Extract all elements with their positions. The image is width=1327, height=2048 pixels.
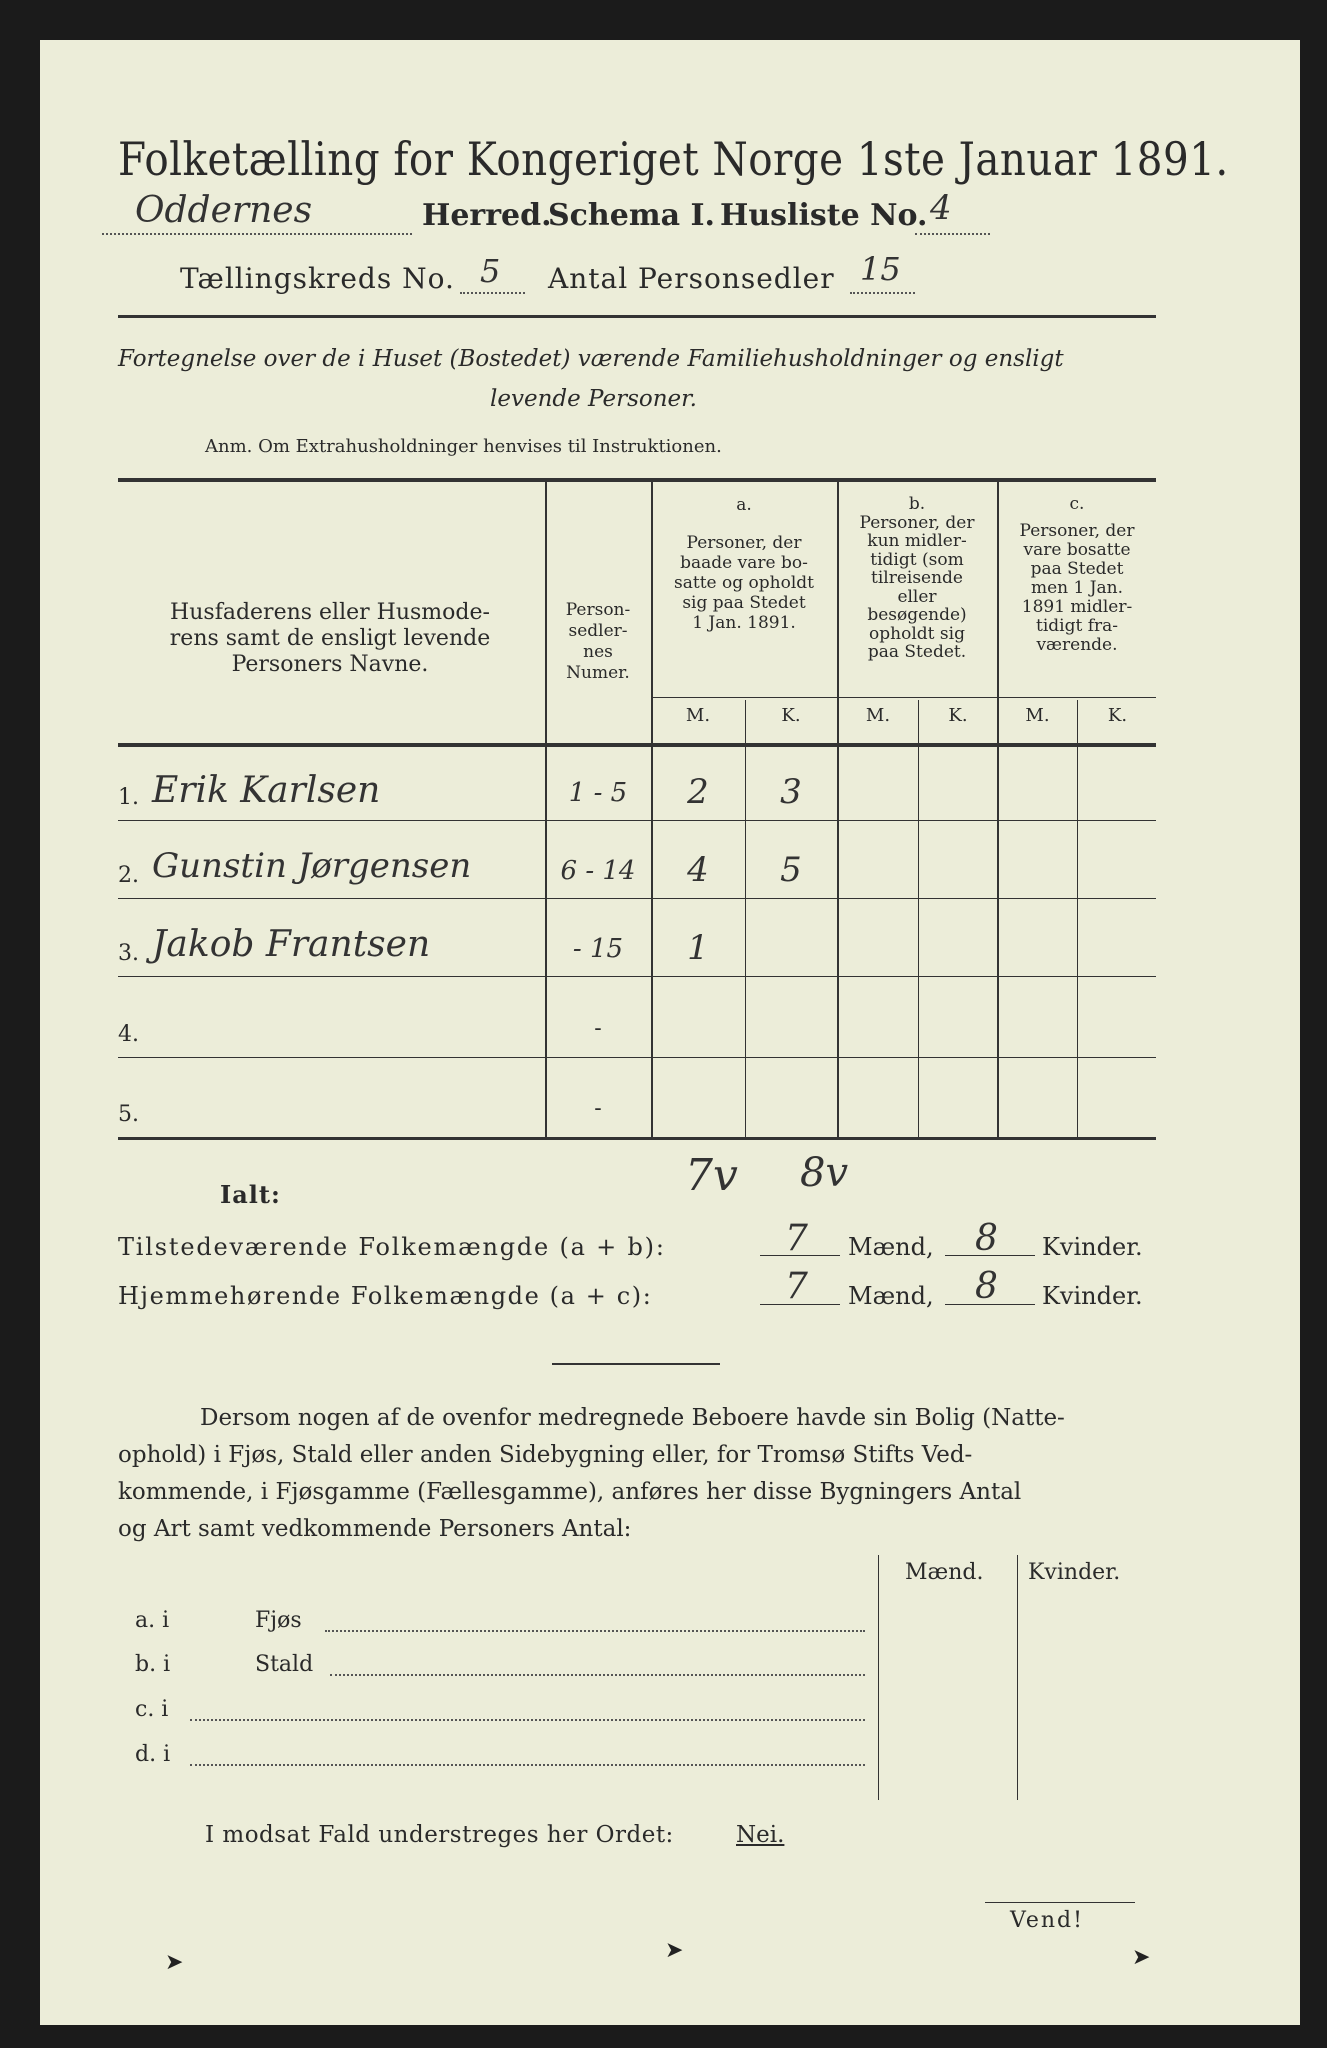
a-m-value: 1 — [687, 928, 709, 968]
person-name: Erik Karlsen — [152, 770, 381, 811]
census-form-page — [40, 40, 1300, 2025]
col-name-header: Husfaderens eller Husmode- rens samt de ensligt levende Personers Navne. — [169, 600, 491, 677]
tilstede-k: 8 — [975, 1218, 998, 1259]
c-k-label: K. — [1107, 705, 1128, 726]
col-c-header: c. Personer, der vare bosatte paa Stedet men 1 Jan. 1891 midler- tidigt fra- værende. — [1019, 494, 1135, 655]
row-number: 5. — [118, 1102, 139, 1127]
hjemme-m: 7 — [785, 1266, 808, 1307]
herred-value: Oddernes — [135, 190, 313, 231]
hjemme-kvinder: Kvinder. — [1042, 1282, 1143, 1310]
registration-mark-right: ➤ — [1132, 1945, 1151, 1970]
intro-line1: Fortegnelse over de i Huset (Bostedet) værende Familiehusholdninger og ensligt — [118, 346, 1064, 372]
building-letter: c. i — [135, 1697, 169, 1722]
col-a-header: a. Personer, der baade vare bo- satte og opholdt sig paa Stedet 1 Jan. 1891. — [674, 495, 814, 633]
ialt-k: 8v — [800, 1150, 849, 1196]
husliste-label: Husliste No. — [720, 198, 928, 233]
vend-text: Vend! — [1010, 1908, 1084, 1933]
sedler-number: - 15 — [572, 934, 624, 964]
a-m-label: M. — [685, 705, 711, 726]
col-number-header: Person- sedler- nes Numer. — [565, 600, 631, 683]
building-letter: a. i — [135, 1608, 170, 1633]
row-number: 1. — [118, 785, 139, 810]
a-k-label: K. — [781, 705, 801, 726]
buildings-paragraph: Dersom nogen af de ovenfor medregnede Beboere havde sin Bolig (Natte- ophold) i Fjøs, Stald eller anden Sidebygning eller, for Tromsø Stifts Ved- kommende, i Fjøsgamme (Fællesgamme), anføres her disse Bygningers Antal og Art samt vedkommende Personers Antal: — [118, 1405, 1065, 1542]
intro-line2: levende Personer. — [490, 386, 697, 412]
c-m-label: M. — [1025, 705, 1050, 726]
col-kvinder: Kvinder. — [1028, 1560, 1121, 1585]
row-number: 4. — [118, 1022, 139, 1047]
b-k-label: K. — [948, 705, 968, 726]
sedler-number: - — [594, 1016, 602, 1041]
ialt-m: 7v — [685, 1150, 738, 1201]
tilstede-kvinder: Kvinder. — [1042, 1233, 1143, 1261]
tilstede-label: Tilstedeværende Folkemængde (a + b): — [118, 1233, 666, 1261]
antal-value: 15 — [860, 250, 901, 288]
tilstede-m: 7 — [785, 1218, 808, 1259]
hjemme-maend: Mænd, — [848, 1282, 934, 1310]
building-label: Stald — [255, 1652, 314, 1677]
a-k-value: 3 — [780, 772, 802, 812]
herred-label: Herred. — [422, 198, 552, 233]
tilstede-maend: Mænd, — [848, 1233, 934, 1261]
row-number: 2. — [118, 863, 139, 888]
anm-note: Anm. Om Extrahusholdninger henvises til Instruktionen. — [205, 436, 722, 457]
antal-label: Antal Personsedler — [548, 262, 835, 295]
kreds-label: Tællingskreds No. — [180, 262, 455, 295]
building-letter: b. i — [135, 1652, 171, 1677]
b-m-label: M. — [865, 705, 891, 726]
col-maend: Mænd. — [905, 1560, 984, 1585]
nei-word: Nei. — [736, 1822, 785, 1848]
building-label: Fjøs — [255, 1608, 302, 1633]
modsat-text: I modsat Fald understreges her Ordet: — [205, 1822, 674, 1848]
form-title: Folketælling for Kongeriget Norge 1ste Januar 1891. — [118, 132, 1229, 186]
building-letter: d. i — [135, 1742, 171, 1767]
a-m-value: 4 — [687, 850, 709, 890]
a-k-value: 5 — [780, 850, 802, 890]
col-b-header: b. Personer, der kun midler- tidigt (som tilreisende eller besøgende) opholdt sig paa Stedet. — [859, 494, 975, 662]
sedler-number: - — [594, 1096, 602, 1121]
ialt-label: Ialt: — [220, 1180, 281, 1209]
registration-mark-left: ➤ — [165, 1950, 184, 1975]
row-number: 3. — [118, 941, 139, 966]
person-name: Jakob Frantsen — [152, 924, 431, 965]
person-name: Gunstin Jørgensen — [152, 846, 472, 886]
sedler-number: 1 - 5 — [568, 778, 628, 808]
hjemme-label: Hjemmehørende Folkemængde (a + c): — [118, 1282, 653, 1310]
a-m-value: 2 — [687, 772, 709, 812]
husliste-value: 4 — [930, 188, 952, 228]
schema-label: Schema I. — [548, 198, 715, 233]
registration-mark-center: ➤ — [665, 1938, 684, 1963]
kreds-value: 5 — [480, 252, 501, 290]
sedler-number: 6 - 14 — [560, 856, 636, 886]
hjemme-k: 8 — [975, 1266, 998, 1307]
